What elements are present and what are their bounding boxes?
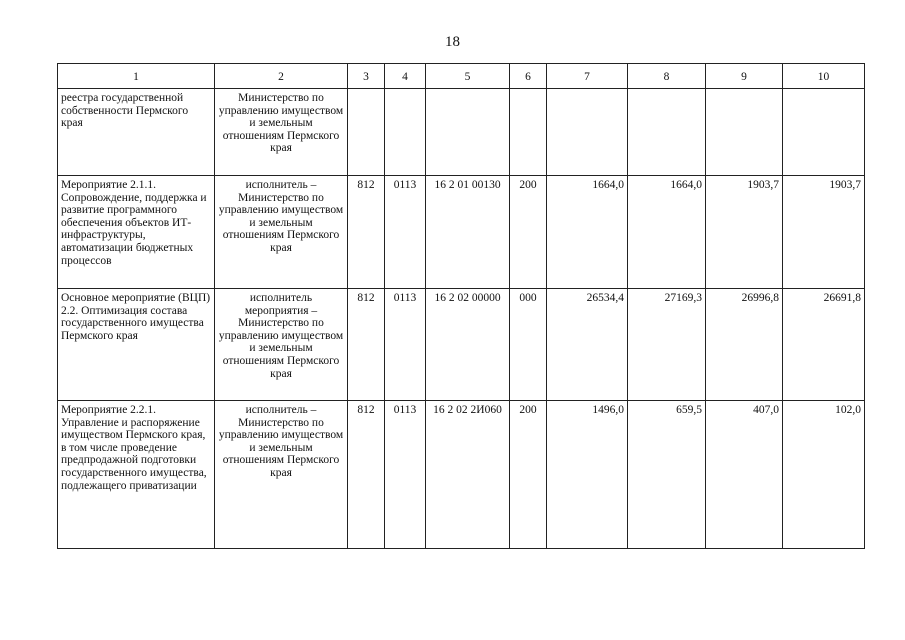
table-row <box>58 176 865 289</box>
column-header: 4 <box>385 64 426 89</box>
section-code-cell: 0113 <box>385 176 426 289</box>
admin-code-cell: 812 <box>348 176 385 289</box>
column-header: 3 <box>348 64 385 89</box>
column-header: 10 <box>783 64 865 89</box>
expense-type-cell: 200 <box>510 176 547 289</box>
amount-cell: 27169,3 <box>628 289 706 401</box>
amount-cell: 1664,0 <box>547 176 628 289</box>
column-header: 6 <box>510 64 547 89</box>
column-header: 9 <box>706 64 783 89</box>
activity-name-cell: Мероприятие 2.2.1. Управление и распоряжение имуществом Пермского края, в том числе проведение предпродажной подготовки государственного имущества, подлежащего приватизации <box>58 401 215 549</box>
amount-cell <box>706 89 783 176</box>
amount-cell <box>547 89 628 176</box>
column-header: 8 <box>628 64 706 89</box>
section-code-cell: 0113 <box>385 401 426 549</box>
executor-cell: исполнитель мероприятия – Министерство по управлению имуществом и земельным отношениям Пермского края <box>215 289 348 401</box>
target-article-cell: 16 2 02 2И060 <box>426 401 510 549</box>
target-article-cell <box>426 89 510 176</box>
amount-cell: 1903,7 <box>783 176 865 289</box>
amount-cell: 1496,0 <box>547 401 628 549</box>
table-row <box>58 289 865 401</box>
expense-type-cell: 000 <box>510 289 547 401</box>
amount-cell: 102,0 <box>783 401 865 549</box>
amount-cell <box>783 89 865 176</box>
executor-cell: Министерство по управлению имуществом и земельным отношениям Пермского края <box>215 89 348 176</box>
amount-cell: 407,0 <box>706 401 783 549</box>
admin-code-cell: 812 <box>348 289 385 401</box>
amount-cell: 1903,7 <box>706 176 783 289</box>
activity-name-cell: реестра государственной собственности Пермского края <box>58 89 215 176</box>
target-article-cell: 16 2 02 00000 <box>426 289 510 401</box>
column-header: 5 <box>426 64 510 89</box>
page-number: 18 <box>445 34 460 50</box>
column-header: 2 <box>215 64 348 89</box>
column-header: 1 <box>58 64 215 89</box>
header-row <box>58 64 865 89</box>
table-row <box>58 89 865 176</box>
executor-cell: исполнитель – Министерство по управлению имуществом и земельным отношениям Пермского края <box>215 401 348 549</box>
table-row <box>58 401 865 549</box>
executor-cell: исполнитель – Министерство по управлению имуществом и земельным отношениям Пермского края <box>215 176 348 289</box>
section-code-cell <box>385 89 426 176</box>
expense-type-cell <box>510 89 547 176</box>
amount-cell: 659,5 <box>628 401 706 549</box>
section-code-cell: 0113 <box>385 289 426 401</box>
expense-type-cell: 200 <box>510 401 547 549</box>
amount-cell: 1664,0 <box>628 176 706 289</box>
amount-cell: 26691,8 <box>783 289 865 401</box>
target-article-cell: 16 2 01 00130 <box>426 176 510 289</box>
budget-table <box>57 63 865 549</box>
amount-cell: 26534,4 <box>547 289 628 401</box>
admin-code-cell: 812 <box>348 401 385 549</box>
admin-code-cell <box>348 89 385 176</box>
activity-name-cell: Мероприятие 2.1.1. Сопровождение, поддержка и развитие программного обеспечения объектов ИТ-инфраструктуры, автоматизации бюджетных процессов <box>58 176 215 289</box>
activity-name-cell: Основное мероприятие (ВЦП) 2.2. Оптимизация состава государственного имущества Пермского края <box>58 289 215 401</box>
amount-cell <box>628 89 706 176</box>
column-header: 7 <box>547 64 628 89</box>
amount-cell: 26996,8 <box>706 289 783 401</box>
